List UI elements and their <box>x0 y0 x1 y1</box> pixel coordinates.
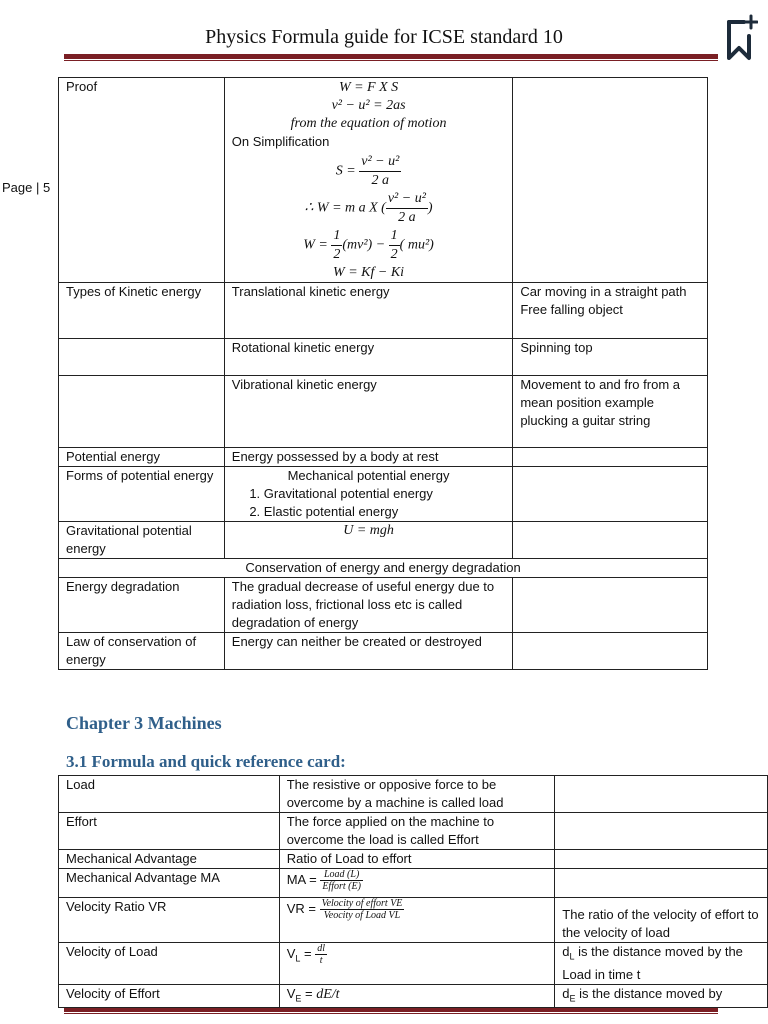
page-number-label: Page | 5 <box>2 180 51 195</box>
table-row: Load The resistive or opposive force to be overcome by a machine is called load <box>59 776 768 813</box>
table-row: Velocity Ratio VR VR = $\frac{\text{Velocity of effort VE}}{\text{Veocity of Load VL}}$ The ratio of the velocity of effort to the velocity of load <box>59 898 768 943</box>
table-row: Rotational kinetic energy Spinning top <box>59 339 708 376</box>
section-heading-row: Conservation of energy and energy degradation <box>59 559 708 578</box>
forms-list <box>232 485 506 521</box>
footer-rule-thin <box>64 1013 718 1014</box>
add-bookmark-icon[interactable] <box>724 14 758 62</box>
table-row: Effort The force applied on the machine to overcome the load is called Effort <box>59 813 768 850</box>
list-item: 2. Elastic potential energy <box>264 503 506 521</box>
header-rule-thin <box>64 60 718 61</box>
table-row: Mechanical Advantage Ratio of Load to effort <box>59 850 768 869</box>
table-row: Vibrational kinetic energy Movement to and fro from a mean position example plucking a guitar string <box>59 376 708 448</box>
footer-rule <box>64 1008 718 1012</box>
machines-table <box>58 775 768 1008</box>
table-row: Gravitational potential energy U = mgh <box>59 522 708 559</box>
table-row: Velocity of Effort $V_E = dE/t$ $d_E$ is the distance moved by <box>59 984 768 1008</box>
table-row: Law of conservation of energy Energy can neither be created or destroyed <box>59 633 708 670</box>
table-row: Energy degradation The gradual decrease of useful energy due to radiation loss, frictional loss etc is called degradation of energy <box>59 578 708 633</box>
header-rule <box>64 54 718 59</box>
table-row <box>59 78 708 283</box>
table-row: Potential energy Energy possessed by a body at rest <box>59 448 708 467</box>
list-item: 1. Gravitational potential energy <box>264 485 506 503</box>
table-row: Forms of potential energy Mechanical potential energy 1. Gravitational potential energy 2. Elastic potential energy <box>59 467 708 522</box>
table-row <box>59 559 708 578</box>
table-row: Velocity of Load $V_L$ = $\frac{dl}{t}$ $d_L$ is the distance moved by the Load in time t <box>59 943 768 985</box>
energy-table <box>58 77 708 670</box>
chapter-title: Chapter 3 Machines <box>66 713 222 733</box>
table-row: Mechanical Advantage MA MA = $\frac{\text{Load (L)}}{\text{Effort (E)}}$ <box>59 869 768 898</box>
proof-derivation: W = F X S v² − u² = 2as from the equation of motion On Simplification S = $\frac{\text{v² − u²}}{2 a}$ ∴ W = m a X ( $\frac{\text{v² − u²}}{2 a}$ ) W = $\frac{1}{2}$ (mv²) − $\frac{1}{2}$ ( mu²) W = Kf − Ki <box>224 78 513 283</box>
section-title: 3.1 Formula and quick reference card: <box>66 752 346 771</box>
proof-label: Proof <box>59 78 225 283</box>
table-row: Types of Kinetic energy Translational kinetic energy Car moving in a straight path Free falling object <box>59 283 708 339</box>
page-header-title: Physics Formula guide for ICSE standard 10 <box>205 26 563 48</box>
